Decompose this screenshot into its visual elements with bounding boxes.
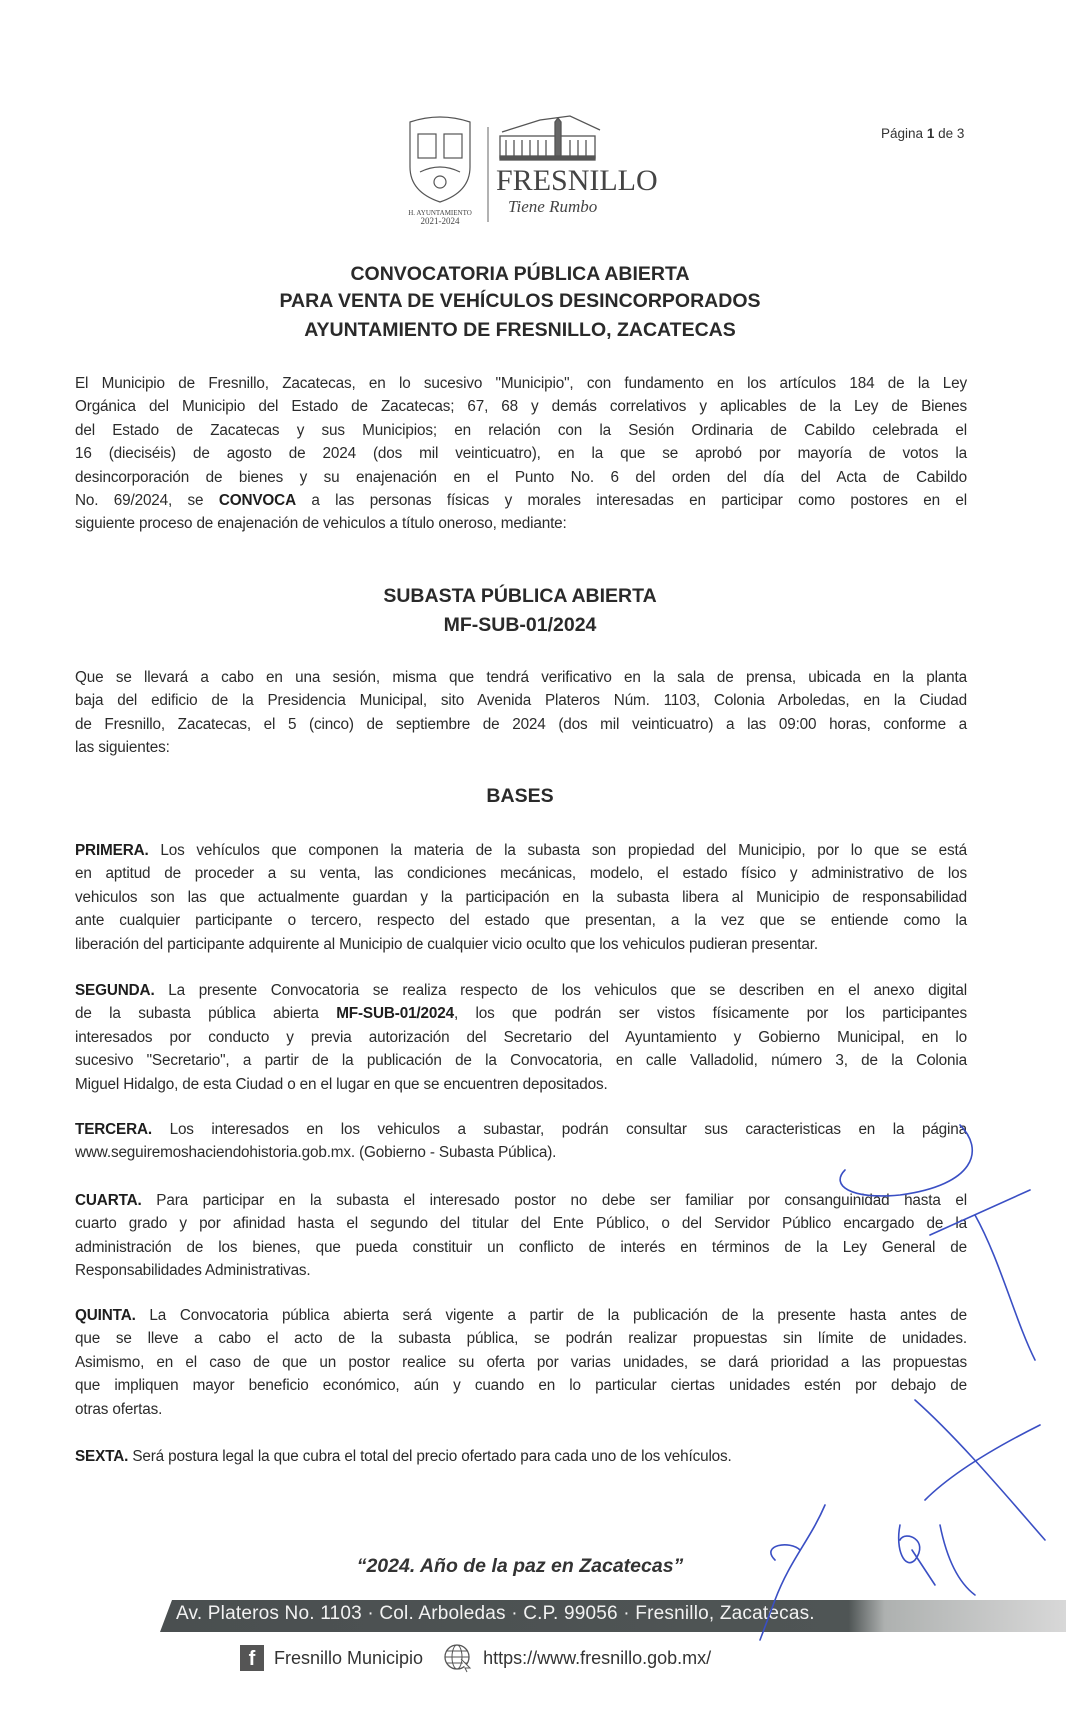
text-segment: ante cualquier participante o tercero, respecto del estado que presentan, a la vez que se entiende como la [75,912,967,930]
text-line [75,512,967,535]
bold-text: QUINTA. [75,1307,136,1324]
footer-address: Av. Plateros No. 1103 · Col. Arboledas · C.P. 99056 · Fresnillo, Zacatecas. [176,1603,815,1624]
bold-text: CONVOCA [218,491,296,509]
bold-text: SEXTA. [75,1448,129,1465]
text-segment: cuarto grado y por afinidad hasta el segundo del titular del Ente Público, o del Servidor Público encargado de la [75,1215,967,1233]
title-line-3: AYUNTAMIENTO DE FRESNILLO, ZACATECAS [304,319,736,341]
text-segment: liberación del participante adquirente al Municipio de cualquier vicio oculto que los vehiculos pudieran presentar. [75,935,818,953]
page-total: 3 [956,126,965,141]
skyline-icon [500,116,600,160]
base-sexta [75,1445,967,1468]
text-segment: Orgánica del Municipio del Estado de Zacatecas; 67, 68 y demás correlativos y aplicables de la Ley de Bienes [75,398,967,416]
text-segment: www.seguiremoshaciendohistoria.gob.mx. (Gobierno - Subasta Pública). [75,1144,557,1162]
text-line [75,1212,967,1235]
ayuntamiento-shield-icon [410,117,470,202]
title-line-1: CONVOCATORIA PÚBLICA ABIERTA [350,263,690,285]
base-quinta [75,1304,967,1421]
facebook-icon[interactable]: f [240,1645,264,1671]
auction-code: MF-SUB-01/2024 [443,614,597,636]
text-segment: Asimismo, en el caso de que un postor realice su oferta por varias unidades, se dará prioridad a las propuestas [75,1353,967,1371]
bold-text: MF-SUB-01/2024 [336,1005,454,1023]
text-segment: Para participar en la subasta el interesado postor no debe ser familiar por consanguinidad hasta el [141,1192,967,1209]
text-segment: en aptitud de proceder a su venta, las condiciones mecánicas, modelo, el estado físico y administrativo de los [75,865,967,883]
text-line [75,909,967,932]
text-line [75,442,967,465]
base-tercera [75,1118,967,1165]
text-line [75,862,967,885]
text-line [75,1002,967,1025]
text-line [75,1049,967,1072]
base-segunda [75,979,967,1096]
bold-text: SEGUNDA. [75,982,155,999]
logo-fresnillo-text: FRESNILLO [496,164,658,197]
text-line [75,489,967,512]
text-segment: baja del edificio de la Presidencia Municipal, sito Avenida Plateros Núm. 1103, Colonia Arboledas, en la Ciudad [75,692,967,710]
text-line [75,839,967,862]
text-line [75,1236,967,1259]
text-segment: otras ofertas. [75,1400,163,1418]
text-line [75,1026,967,1049]
page-current: 1 [926,126,935,141]
text-segment: Los interesados en los vehiculos a subastar, podrán consultar sus caracteristicas en la página [152,1121,967,1138]
text-line [75,1141,967,1164]
text-line [75,979,967,1002]
footer-motto: “2024. Año de la paz en Zacatecas” [356,1555,684,1577]
text-line [75,1073,967,1096]
text-line [75,1445,967,1468]
text-line [75,933,967,956]
bold-text: PRIMERA. [75,842,149,859]
facebook-link[interactable]: Fresnillo Municipio [274,1647,424,1668]
signature-stroke-4 [915,1400,1045,1540]
website-link[interactable]: https://www.fresnillo.gob.mx/ [483,1647,712,1668]
intro-paragraph [75,372,967,536]
text-segment: las siguientes: [75,739,170,757]
text-line [75,395,967,418]
text-line [75,1189,967,1212]
text-segment: Miguel Hidalgo, de esta Ciudad o en el lugar en que se encuentren depositados. [75,1075,608,1093]
base-cuarta [75,1189,967,1283]
text-segment: siguiente proceso de enajenación de vehiculos a título oneroso, mediante: [75,515,567,533]
auction-title: SUBASTA PÚBLICA ABIERTA [383,585,657,607]
text-segment: vehiculos son las que actualmente guardan y la participación en la subasta libera al Municipio de responsabilidad [75,888,967,906]
globe-icon [443,1643,473,1673]
text-segment: Los vehículos que componen la materia de la subasta son propiedad del Municipio, por lo que se está [148,842,967,859]
text-line [75,466,967,489]
text-segment: No. 69/2024, se [75,491,219,509]
base-primera [75,839,967,956]
text-segment: de la subasta pública abierta [75,1005,337,1023]
text-segment: Que se llevará a cabo en una sesión, misma que tendrá verificativo en la sala de prensa, ubicada en la planta [75,669,967,686]
text-line [75,1304,967,1327]
text-segment: desincorporación de bienes y su enajenación en el Punto No. 6 del orden del día del Acta de Cabildo [75,468,967,486]
text-segment: La presente Convocatoria se realiza respecto de los vehiculos que se describen en el anexo digital [154,982,967,999]
text-line [75,713,967,736]
text-segment: La Convocatoria pública abierta será vigente a partir de la publicación de la presente hasta antes de [135,1307,967,1324]
text-segment: administración de los bienes, que pueda constituir un conflicto de interés en términos de la Ley General de [75,1238,967,1256]
text-segment: 16 (dieciséis) de agosto de 2024 (dos mil veinticuatro), en la que se aprobó por mayoría de votos la [75,445,967,463]
bases-heading: BASES [486,785,554,807]
text-line [75,886,967,909]
text-segment: de Fresnillo, Zacatecas, el 5 (cinco) de septiembre de 2024 (dos mil veinticuatro) a las 09:00 horas, conforme a [75,715,967,733]
text-segment: que se lleve a cabo el acto de la subasta pública, se podrán realizar propuestas sin límite de unidades. [75,1330,967,1348]
text-line [75,419,967,442]
text-line [75,1398,967,1421]
text-segment: del Estado de Zacatecas y sus Municipios; en relación con la Sesión Ordinaria de Cabildo celebrada el [75,421,967,439]
text-segment: El Municipio de Fresnillo, Zacatecas, en lo sucesivo "Municipio", con fundamento en los artículos 184 de la Ley [75,375,967,392]
text-segment: interesados por conducto y previa autorización del Secretario del Ayuntamiento y Gobierno Municipal, en lo [75,1028,967,1046]
session-paragraph [75,666,967,760]
footer-links [240,1643,711,1673]
text-line [75,736,967,759]
text-line [75,1327,967,1350]
text-segment: sucesivo "Secretario", a partir de la publicación de la Convocatoria, en calle Valladolid, número 3, de la Colonia [75,1052,967,1070]
page-of: de [938,126,954,141]
text-line [75,1351,967,1374]
text-line [75,1118,967,1141]
text-line [75,666,967,689]
page-number [881,126,964,141]
signature-stroke-3 [975,1215,1035,1360]
page-label: Página [881,126,924,141]
text-line [75,1259,967,1282]
text-line [75,689,967,712]
logo-years-text: 2021-2024 [420,216,460,226]
text-segment: que impliquen mayor beneficio económico, aún y cuando en lo particular ciertas unidades estén por debajo de [75,1377,967,1395]
text-line [75,1374,967,1397]
text-segment: , los que podrán ser vistos físicamente por los participantes [453,1005,967,1023]
text-segment: Será postura legal la que cubra el total del precio ofertado para cada uno de los vehículos. [128,1448,732,1465]
title-line-2: PARA VENTA DE VEHÍCULOS DESINCORPORADOS [279,290,761,312]
logo-ayuntamiento-text: H. AYUNTAMIENTO [408,209,472,217]
bold-text: CUARTA. [75,1192,142,1209]
fresnillo-logo [400,112,670,227]
text-line [75,372,967,395]
text-segment: Responsabilidades Administrativas. [75,1262,311,1280]
bold-text: TERCERA. [75,1121,152,1138]
logo-slogan-text: Tiene Rumbo [508,197,598,216]
text-segment: a las personas físicas y morales interesadas en participar como postores en el [295,491,967,509]
